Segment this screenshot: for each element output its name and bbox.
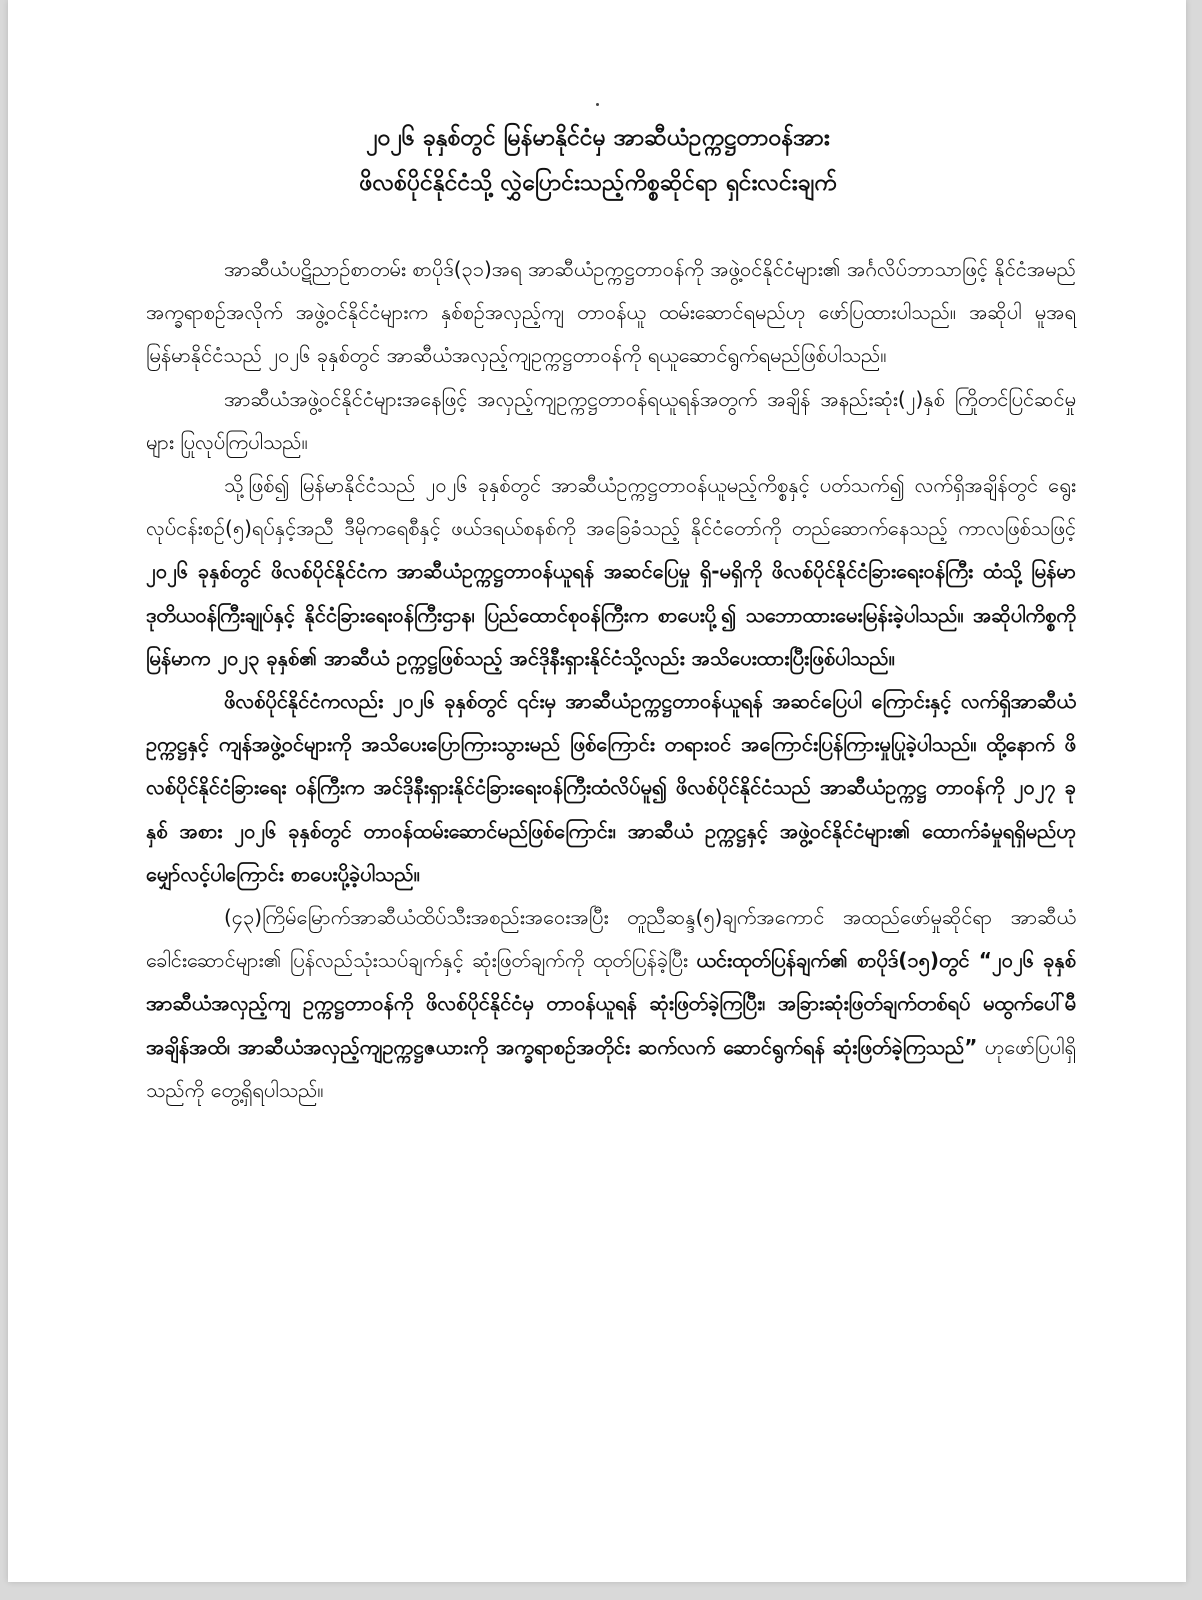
document-page	[8, 0, 1186, 1582]
paragraph-3-lead: သို့ဖြစ်၍ မြန်မာနိုင်ငံသည် ၂၀၂၆ ခုနှစ်တွင် အာဆီယံဥက္ကဋ္ဌတာဝန်ယူမည့်ကိစ္စနှင့် ပတ်သက်၍ လက်ရှိအချိန်တွင် ရွေးလုပ်ငန်းစဉ်(၅)ရပ်နှင့်အညီ ဒီမိုကရေစီနှင့် ဖယ်ဒရယ်စနစ်ကို အခြေခံသည့် နိုင်ငံတော်ကို တည်ဆောက်နေသည့် ကာလဖြစ်သဖြင့်	[146, 473, 1076, 541]
title-line-1: ၂၀၂၆ ခုနှစ်တွင် မြန်မာနိုင်ငံမှ အာဆီယံဥက္ကဋ္ဌတာဝန်အား	[366, 125, 830, 151]
paragraph-5-tail: ဟုဖော်ပြပါရှိသည်ကို တွေ့ရှိရပါသည်။	[146, 1034, 1076, 1102]
paragraph-2: အာဆီယံအဖွဲ့ဝင်နိုင်ငံများအနေဖြင့် အလှည့်ကျဥက္ကဋ္ဌတာဝန်ရယူရန်အတွက် အချိန် အနည်းဆုံး(၂)နှစ် ကြိုတင်ပြင်ဆင်မှုများ ပြုလုပ်ကြပါသည်။	[146, 386, 1076, 454]
title-line-2: ဖိလစ်ပိုင်နိုင်ငံသို့ လွှဲပြောင်းသည့်ကိစ္စဆိုင်ရာ ရှင်းလင်းချက်	[359, 170, 837, 196]
paragraph-4	[146, 680, 1076, 896]
document-body	[146, 248, 1076, 1112]
paragraph-1: အာဆီယံပဋိညာဉ်စာတမ်း စာပိုဒ်(၃၁)အရ အာဆီယံဥက္ကဋ္ဌတာဝန်ကို အဖွဲ့ဝင်နိုင်ငံများ၏ အင်္ဂလိပ်ဘာသာဖြင့် နိုင်ငံအမည် အက္ခရာစဉ်အလိုက် အဖွဲ့ဝင်နိုင်ငံများက နှစ်စဉ်အလှည့်ကျ တာဝန်ယူ ထမ်းဆောင်ရမည်ဟု ဖော်ပြထားပါသည်။ အဆိုပါ မူအရ မြန်မာနိုင်ငံသည် ၂၀၂၆ ခုနှစ်တွင် အာဆီယံအလှည့်ကျဥက္ကဋ္ဌတာဝန်ကို ရယူဆောင်ရွက်ရမည်ဖြစ်ပါသည်။	[146, 257, 1076, 368]
paragraph-3-bold: ၂၀၂၆ ခုနှစ်တွင် ဖိလစ်ပိုင်နိုင်ငံက အာဆီယံဥက္ကဋ္ဌတာဝန်ယူရန် အဆင်ပြေမှု ရှိ-မရှိကို ဖိလစ်ပိုင်နိုင်ငံခြားရေးဝန်ကြီး ထံသို့ မြန်မာ ဒုတိယဝန်ကြီးချုပ်နှင့် နိုင်ငံခြားရေးဝန်ကြီးဌာန၊ ပြည်ထောင်စုဝန်ကြီးက စာပေးပို့၍ သဘောထားမေးမြန်းခဲ့ပါသည်။ အဆိုပါကိစ္စကို မြန်မာက ၂၀၂၃ ခုနှစ်၏ အာဆီယံ ဥက္ကဋ္ဌဖြစ်သည့် အင်ဒိုနီးရှားနိုင်ငံသို့လည်း အသိပေးထားပြီးဖြစ်ပါသည်။	[146, 559, 1076, 670]
paragraph-5	[146, 896, 1076, 1112]
paragraph-4-bold: ဖိလစ်ပိုင်နိုင်ငံကလည်း ၂၀၂၆ ခုနှစ်တွင် ၎င်းမှ အာဆီယံဥက္ကဋ္ဌတာဝန်ယူရန် အဆင်ပြေပါ ကြောင်းနှင့် လက်ရှိအာဆီယံဥက္ကဋ္ဌနှင့် ကျန်အဖွဲ့ဝင်များကို အသိပေးပြောကြားသွားမည် ဖြစ်ကြောင်း တရားဝင် အကြောင်းပြန်ကြားမှုပြုခဲ့ပါသည်။ ထို့နောက် ဖိလစ်ပိုင်နိုင်ငံခြားရေး ဝန်ကြီးက အင်ဒိုနီးရှားနိုင်ငံခြားရေးဝန်ကြီးထံလိပ်မူ၍ ဖိလစ်ပိုင်နိုင်ငံသည် အာဆီယံဥက္ကဋ္ဌ တာဝန်ကို ၂၀၂၇ ခုနှစ် အစား ၂၀၂၆ ခုနှစ်တွင် တာဝန်ထမ်းဆောင်မည်ဖြစ်ကြောင်း၊ အာဆီယံ ဥက္ကဋ္ဌနှင့် အဖွဲ့ဝင်နိုင်ငံများ၏ ထောက်ခံမှုရရှိမည်ဟု မျှော်လင့်ပါကြောင်း စာပေးပို့ခဲ့ပါသည်။	[146, 689, 1076, 886]
paragraph-5-lead: (၄၃)ကြိမ်မြောက်အာဆီယံထိပ်သီးအစည်းအဝေးအပြီး တူညီဆန္ဒ(၅)ချက်အကောင် အထည်ဖော်မှုဆိုင်ရာ အာဆီယံခေါင်းဆောင်များ၏ ပြန်လည်သုံးသပ်ချက်နှင့် ဆုံးဖြတ်ချက်ကို ထုတ်ပြန်ခဲ့ပြီး	[146, 905, 1076, 973]
paragraph-5-bold: ယင်းထုတ်ပြန်ချက်၏ စာပိုဒ်(၁၅)တွင် “၂၀၂၆ ခုနှစ် အာဆီယံအလှည့်ကျ ဥက္ကဋ္ဌတာဝန်ကို ဖိလစ်ပိုင်နိုင်ငံမှ တာဝန်ယူရန် ဆုံးဖြတ်ခဲ့ကြပြီး၊ အခြားဆုံးဖြတ်ချက်တစ်ရပ် မထွက်ပေါ်မီအချိန်အထိ၊ အာဆီယံအလှည့်ကျဥက္ကဋ္ဌဇယားကို အက္ခရာစဉ်အတိုင်း ဆက်လက် ဆောင်ရွက်ရန် ဆုံးဖြတ်ခဲ့ကြသည်”	[146, 948, 1076, 1059]
document-title	[108, 116, 1088, 206]
speck-mark	[596, 103, 599, 106]
paragraph-3	[146, 464, 1076, 680]
